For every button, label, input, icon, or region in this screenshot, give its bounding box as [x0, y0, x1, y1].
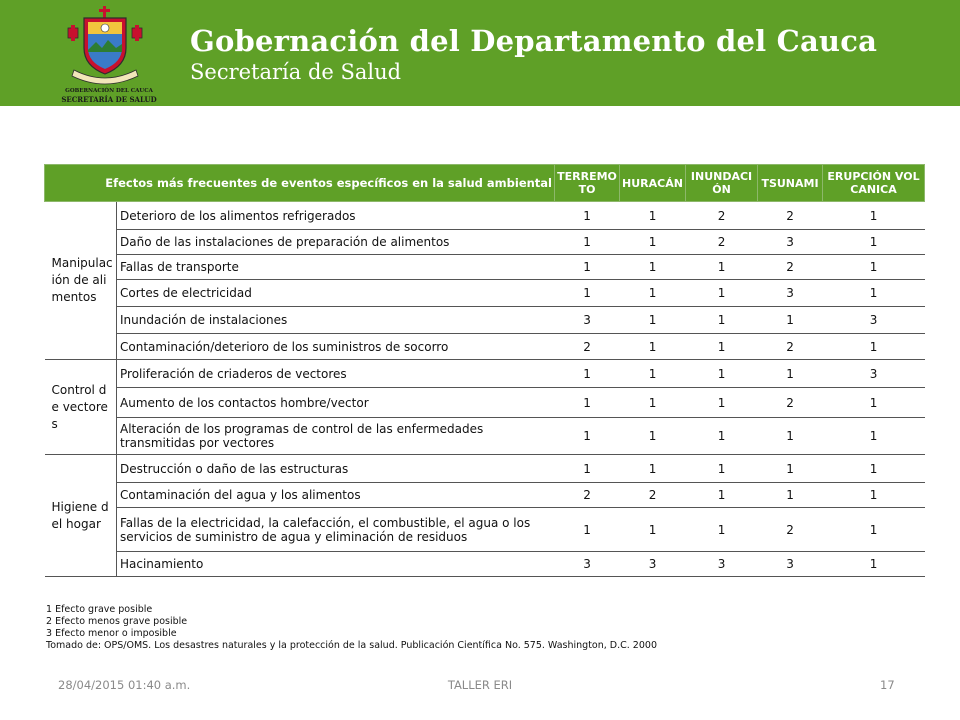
value-cell: 1 [686, 388, 758, 418]
page-subtitle: Secretaría de Salud [190, 60, 402, 84]
value-cell: 2 [686, 202, 758, 230]
value-cell: 2 [758, 202, 823, 230]
effect-cell: Deterioro de los alimentos refrigerados [117, 202, 555, 230]
effect-cell: Daño de las instalaciones de preparación de alimentos [117, 230, 555, 255]
value-cell: 3 [555, 552, 620, 577]
value-cell: 1 [823, 202, 925, 230]
value-cell: 3 [758, 280, 823, 307]
value-cell: 1 [555, 418, 620, 455]
page-number: 17 [880, 678, 895, 692]
value-cell: 1 [686, 255, 758, 280]
effect-cell: Fallas de transporte [117, 255, 555, 280]
value-cell: 1 [555, 202, 620, 230]
value-cell: 1 [758, 483, 823, 508]
value-cell: 1 [686, 418, 758, 455]
footnote-2: 2 Efecto menos grave posible [46, 616, 188, 627]
effect-cell: Contaminación/deterioro de los suministros de socorro [117, 334, 555, 360]
value-cell: 3 [823, 307, 925, 334]
value-cell: 2 [555, 334, 620, 360]
logo-caption-bottom: SECRETARÍA DE SALUD [61, 95, 157, 104]
value-cell: 3 [758, 552, 823, 577]
table-body [45, 202, 925, 577]
group-label: Higiene del hogar [45, 455, 117, 577]
value-cell: 1 [686, 455, 758, 483]
value-cell: 1 [620, 455, 686, 483]
value-cell: 1 [686, 360, 758, 388]
value-cell: 1 [823, 455, 925, 483]
value-cell: 1 [823, 552, 925, 577]
value-cell: 1 [823, 418, 925, 455]
table-row [45, 552, 925, 577]
value-cell: 1 [555, 255, 620, 280]
footer-title: TALLER ERI [447, 678, 513, 692]
table-row [45, 388, 925, 418]
coat-of-arms-icon [44, 4, 174, 88]
value-cell: 1 [620, 360, 686, 388]
effect-cell: Inundación de instalaciones [117, 307, 555, 334]
value-cell: 1 [620, 307, 686, 334]
effect-cell: Fallas de la electricidad, la calefacción, el combustible, el agua o los servicios de suministro de agua y eliminación de residuos [117, 508, 555, 552]
value-cell: 2 [686, 230, 758, 255]
column-header-terremoto: TERREMOTO [555, 165, 620, 202]
value-cell: 1 [823, 255, 925, 280]
value-cell: 1 [823, 508, 925, 552]
secretaria-salud-logo [44, 4, 174, 104]
column-header-tsunami: TSUNAMI [758, 165, 823, 202]
effect-cell: Hacinamiento [117, 552, 555, 577]
value-cell: 1 [620, 418, 686, 455]
value-cell: 1 [686, 280, 758, 307]
value-cell: 1 [758, 418, 823, 455]
value-cell: 3 [823, 360, 925, 388]
effect-cell: Cortes de electricidad [117, 280, 555, 307]
value-cell: 1 [758, 307, 823, 334]
value-cell: 1 [620, 255, 686, 280]
source-citation: Tomado de: OPS/OMS. Los desastres naturales y la protección de la salud. Publicación Científica No. 575. Washington, D.C. 2000 [46, 640, 657, 651]
value-cell: 1 [620, 230, 686, 255]
footnote-3: 3 Efecto menor o imposible [46, 628, 177, 639]
value-cell: 2 [758, 508, 823, 552]
value-cell: 3 [686, 552, 758, 577]
value-cell: 1 [620, 508, 686, 552]
value-cell: 1 [758, 360, 823, 388]
effect-cell: Alteración de los programas de control de las enfermedades transmitidas por vectores [117, 418, 555, 455]
value-cell: 1 [555, 388, 620, 418]
table-row [45, 280, 925, 307]
group-label: Control de vectores [45, 360, 117, 455]
value-cell: 1 [555, 230, 620, 255]
value-cell: 1 [686, 483, 758, 508]
footer-date: 28/04/2015 01:40 a.m. [58, 678, 191, 692]
value-cell: 1 [823, 388, 925, 418]
value-cell: 1 [823, 230, 925, 255]
value-cell: 3 [758, 230, 823, 255]
value-cell: 1 [758, 455, 823, 483]
table-row [45, 202, 925, 230]
value-cell: 1 [620, 388, 686, 418]
column-header-inundacion: INUNDACIÓN [686, 165, 758, 202]
value-cell: 3 [620, 552, 686, 577]
value-cell: 1 [555, 360, 620, 388]
value-cell: 1 [555, 508, 620, 552]
value-cell: 1 [823, 280, 925, 307]
value-cell: 1 [823, 334, 925, 360]
effect-cell: Proliferación de criaderos de vectores [117, 360, 555, 388]
health-effects-table [44, 164, 925, 577]
logo-caption-top: GOBERNACIÓN DEL CAUCA [65, 88, 153, 94]
table-row [45, 230, 925, 255]
value-cell: 1 [555, 280, 620, 307]
column-header-erupcion: ERUPCIÓN VOLCANICA [823, 165, 925, 202]
footnotes [46, 604, 657, 652]
value-cell: 2 [555, 483, 620, 508]
table-row [45, 360, 925, 388]
table-header-row [45, 165, 925, 202]
table-row [45, 508, 925, 552]
column-header-huracan: HURACÁN [620, 165, 686, 202]
value-cell: 1 [686, 334, 758, 360]
value-cell: 2 [620, 483, 686, 508]
value-cell: 1 [823, 483, 925, 508]
table-row [45, 307, 925, 334]
effect-cell: Destrucción o daño de las estructuras [117, 455, 555, 483]
effect-cell: Contaminación del agua y los alimentos [117, 483, 555, 508]
value-cell: 1 [620, 202, 686, 230]
value-cell: 1 [686, 307, 758, 334]
value-cell: 2 [758, 388, 823, 418]
table-row [45, 334, 925, 360]
value-cell: 1 [620, 334, 686, 360]
value-cell: 2 [758, 334, 823, 360]
table-row [45, 455, 925, 483]
table-row [45, 483, 925, 508]
page-title: Gobernación del Departamento del Cauca [190, 24, 878, 58]
value-cell: 1 [686, 508, 758, 552]
footnote-1: 1 Efecto grave posible [46, 604, 153, 615]
value-cell: 1 [555, 455, 620, 483]
effect-cell: Aumento de los contactos hombre/vector [117, 388, 555, 418]
table-row [45, 255, 925, 280]
table-row [45, 418, 925, 455]
value-cell: 2 [758, 255, 823, 280]
effects-column-header: Efectos más frecuentes de eventos específicos en la salud ambiental [45, 165, 555, 202]
value-cell: 1 [620, 280, 686, 307]
group-label: Manipulación de alimentos [45, 202, 117, 360]
value-cell: 3 [555, 307, 620, 334]
header-banner [0, 0, 960, 106]
